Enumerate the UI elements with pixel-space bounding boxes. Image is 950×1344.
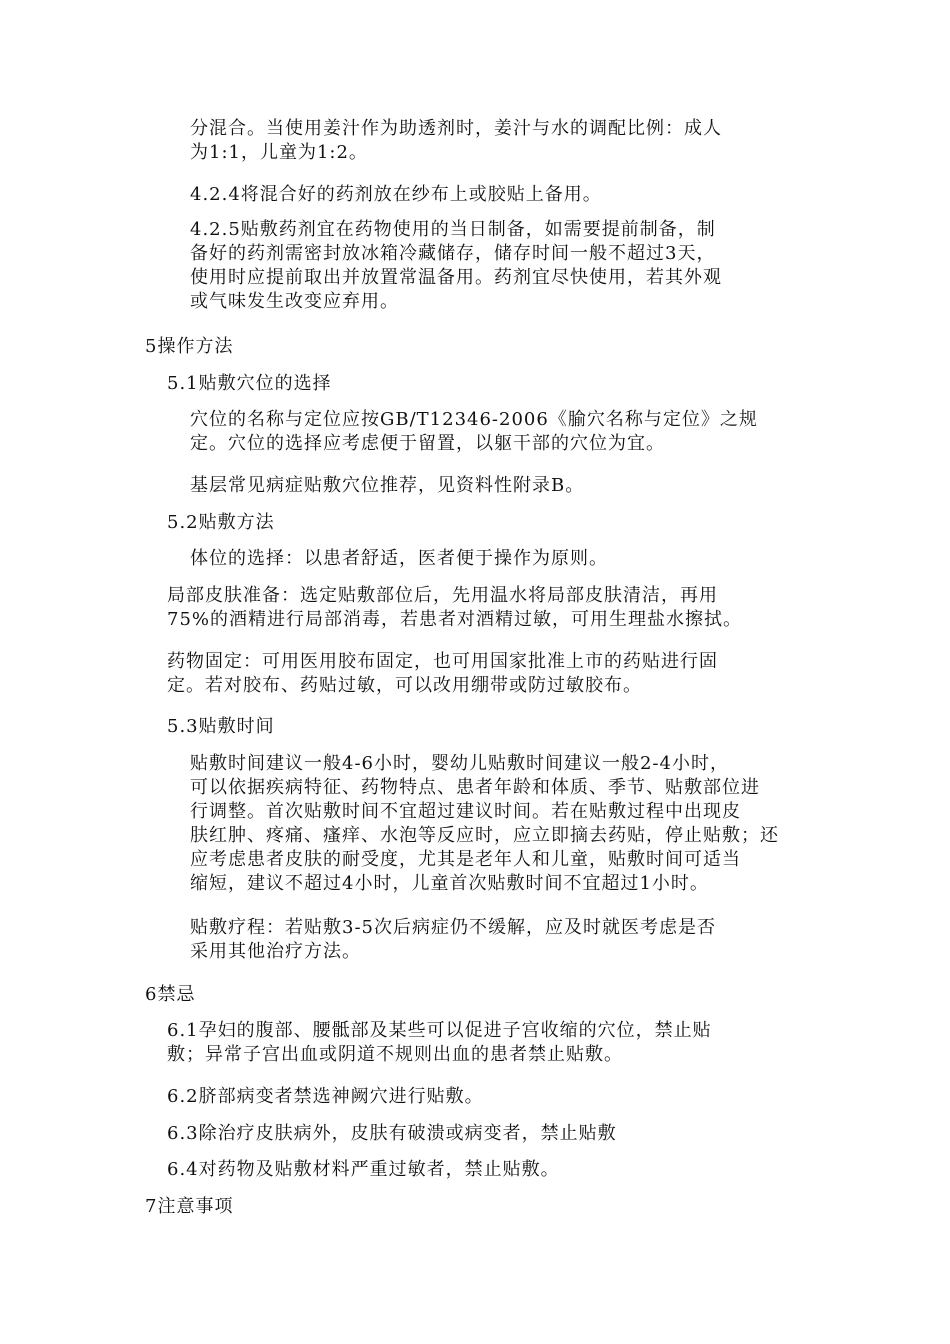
text-line: 定。穴位的选择应考虑便于留置，以躯干部的穴位为宜。 <box>190 433 665 454</box>
text-line: 可以依据疾病特征、药物特点、患者年龄和体质、季节、贴敷部位进 <box>190 777 760 798</box>
text-line: 4.2.5贴敷药剂宜在药物使用的当日制备，如需要提前制备，制 <box>190 219 716 240</box>
text-line: 6.3除治疗皮肤病外，皮肤有破溃或病变者，禁止贴敷 <box>167 1123 617 1144</box>
text-line: 药物固定：可用医用胶布固定，也可用国家批准上市的药贴进行固 <box>167 651 718 672</box>
text-line: 穴位的名称与定位应按GB/T12346-2006《腧穴名称与定位》之规 <box>190 409 758 430</box>
text-line: 体位的选择：以患者舒适，医者便于操作为原则。 <box>190 548 608 569</box>
text-line: 使用时应提前取出并放置常温备用。药剂宜尽快使用，若其外观 <box>190 267 722 288</box>
clause-4-2-5 <box>190 218 820 314</box>
text-line: 备好的药剂需密封放冰箱冷藏储存，储存时间一般不超过3天， <box>190 243 716 264</box>
text-line: 6禁忌 <box>145 984 196 1005</box>
text-line: 5.2贴敷方法 <box>167 512 275 533</box>
subsection-heading-5-3 <box>167 715 817 739</box>
paragraph-drug-fixation <box>167 650 823 698</box>
text-line: 局部皮肤准备：选定贴敷部位后，先用温水将局部皮肤清洁，再用 <box>167 585 718 606</box>
text-line: 缩短，建议不超过4小时，儿童首次贴敷时间不宜超过1小时。 <box>190 873 709 894</box>
paragraph-application-time <box>190 752 820 896</box>
paragraph-acupoint-definition <box>190 408 820 456</box>
text-line: 6.2脐部病变者禁选神阙穴进行贴敷。 <box>167 1086 484 1107</box>
text-line: 贴敷疗程：若贴敷3-5次后病症仍不缓解，应及时就医考虑是否 <box>190 917 716 938</box>
text-line: 5.3贴敷时间 <box>167 716 275 737</box>
text-line: 6.1孕妇的腹部、腰骶部及某些可以促进子宫收缩的穴位，禁止贴 <box>167 1020 712 1041</box>
text-line: 贴敷时间建议一般4-6小时，婴幼儿贴敷时间建议一般2-4小时， <box>190 753 729 774</box>
clause-6-1 <box>167 1019 817 1067</box>
section-heading-6 <box>145 983 795 1007</box>
subsection-heading-5-1 <box>167 372 817 396</box>
text-line: 采用其他治疗方法。 <box>190 941 361 962</box>
text-line: 定。若对胶布、药贴过敏，可以改用绷带或防过敏胶布。 <box>167 675 642 696</box>
clause-6-4 <box>167 1158 817 1182</box>
text-line: 应考虑患者皮肤的耐受度，尤其是老年人和儿童，贴敷时间可适当 <box>190 849 741 870</box>
text-line: 分混合。当使用姜汁作为助透剂时，姜汁与水的调配比例：成人 <box>190 118 722 139</box>
subsection-heading-5-2 <box>167 511 817 535</box>
text-line: 行调整。首次贴敷时间不宜超过建议时间。若在贴敷过程中出现皮 <box>190 801 741 822</box>
text-line: 或气味发生改变应弃用。 <box>190 291 399 312</box>
paragraph-herbal-mixing <box>190 117 820 165</box>
clause-6-2 <box>167 1085 817 1109</box>
text-line: 肤红肿、疼痛、瘙痒、水泡等反应时，应立即摘去药贴，停止贴敷；还 <box>190 825 779 846</box>
text-line: 5操作方法 <box>145 336 234 357</box>
paragraph-treatment-course <box>190 916 820 964</box>
paragraph-body-position <box>190 547 820 571</box>
section-heading-5 <box>145 335 795 359</box>
section-heading-7 <box>145 1195 795 1219</box>
text-line: 75%的酒精进行局部消毒，若患者对酒精过敏，可用生理盐水擦拭。 <box>167 609 743 630</box>
text-line: 基层常见病症贴敷穴位推荐，见资料性附录B。 <box>190 475 585 496</box>
paragraph-acupoint-recommendation <box>190 474 820 498</box>
text-line: 7注意事项 <box>145 1196 234 1217</box>
clause-6-3 <box>167 1122 817 1146</box>
text-line: 5.1贴敷穴位的选择 <box>167 373 332 394</box>
text-line: 6.4对药物及贴敷材料严重过敏者，禁止贴敷。 <box>167 1159 560 1180</box>
text-line: 为1:1，儿童为1:2。 <box>190 142 368 163</box>
paragraph-skin-preparation <box>167 584 823 632</box>
text-line: 4.2.4将混合好的药剂放在纱布上或胶贴上备用。 <box>190 184 602 205</box>
clause-4-2-4 <box>190 183 820 207</box>
text-line: 敷；异常子宫出血或阴道不规则出血的患者禁止贴敷。 <box>167 1044 623 1065</box>
